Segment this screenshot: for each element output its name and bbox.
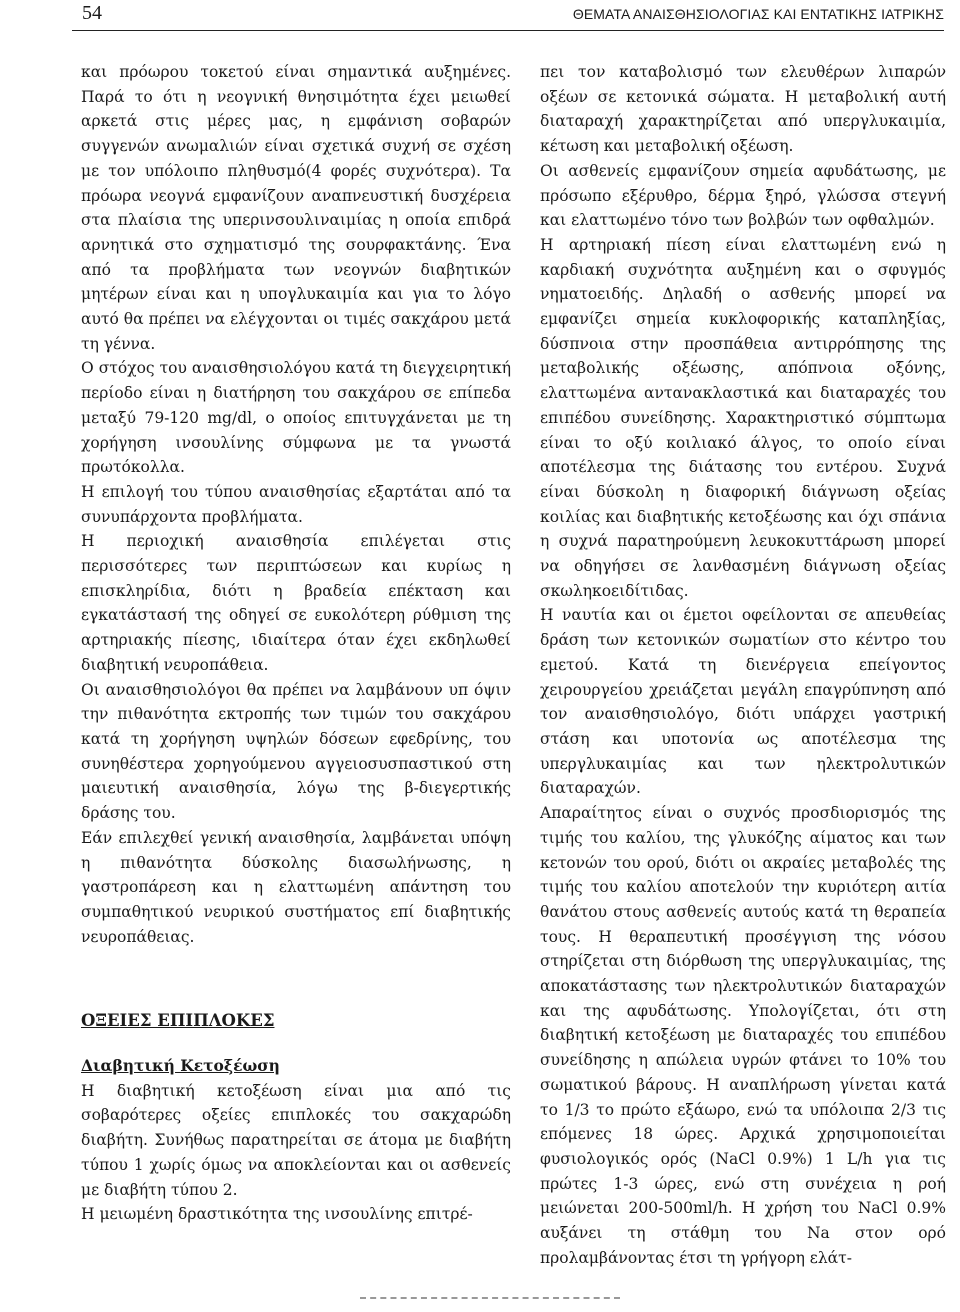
paragraph: Οι αναισθησιολόγοι θα πρέπει να λαμβάνουν υπ όψιν την πιθανότητα εκτροπής των τιμών του σακχάρου κατά τη χορήγηση υψηλών δόσεων εφεδρίνης, του συνηθέστερα χορηγούμενου αγγειοσυσπαστικού στη μαιευτική αναισθησία, λόγω της β-διεγερτικής δράσης του. <box>81 680 511 823</box>
paragraph: Η ναυτία και οι έμετοι οφείλονται σε απευθείας δράση των κετονικών σωματίων στο κέντρο του εμετού. Κατά τη διενέργεια επείγοντος χειρουργείου χρειάζεται μεγάλη επαγρύπνηση από τον αναισθησιολόγο, διότι υπάρχει γαστρική στάση και υποτονία ως αποτέλεσμα της υπεργλυκαιμίας και των ηλεκτρολυτικών διαταραχών. <box>540 606 946 798</box>
paragraph: πει τον καταβολισμό των ελευθέρων λιπαρών οξέων σε κετονικά σώματα. Η μεταβολική αυτή διαταραχή χαρακτηρίζεται από υπεργλυκαιμία, κέτωση και μεταβολική οξέωση. <box>540 63 946 156</box>
paragraph: Η διαβητική κετοξέωση είναι μια από τις σοβαρότερες οξείες επιπλοκές του σακχαρώδη διαβήτη. Συνήθως παρατηρείται σε άτομα με διαβήτη τύπου 1 χωρίς όμως να αποκλείονται και οι ασθενείς με διαβήτη τύπου 2. <box>81 1081 511 1199</box>
right-column <box>540 60 946 1270</box>
paragraph: Η μειωμένη δραστικότητα της ινσουλίνης επιτρέ- <box>81 1205 473 1224</box>
subsection-heading: Διαβητική Κετοξέωση <box>81 1056 280 1076</box>
paragraph: Ο στόχος του αναισθησιολόγου κατά τη διεγχειρητική περίοδο είναι η διατήρηση του σακχάρου σε επίπεδα μεταξύ 79-120 mg/dl, ο οποίος επιτυγχάνεται με τη χορήγηση ινσουλίνης σύμφωνα με τα γνωστά πρωτόκολλα. <box>81 359 511 477</box>
section-heading: ΟΞΕΙΕΣ ΕΠΙΠΛΟΚΕΣ <box>81 1011 275 1031</box>
page-number: 54 <box>82 2 102 24</box>
running-title: ΘΕΜΑΤΑ ΑΝΑΙΣΘΗΣΙΟΛΟΓΙΑΣ ΚΑΙ ΕΝΤΑΤΙΚΗΣ ΙΑΤΡΙΚΗΣ <box>572 6 944 22</box>
paragraph: Η επιλογή του τύπου αναισθησίας εξαρτάται από τα συνυπάρχοντα προβλήματα. <box>81 482 511 526</box>
paragraph: Η περιοχική αναισθησία επιλέγεται στις περισσότερες των περιπτώσεων και κυρίως η επισκληρίδια, διότι η βραδεία επέκταση και εγκατάστασή της οδηγεί σε ευκολότερη ρύθμιση της αρτηριακής πίεσης, ιδιαίτερα όταν έχει εκδηλωθεί διαβητική νευροπάθεια. <box>81 532 511 674</box>
paragraph: Οι ασθενείς εμφανίζουν σημεία αφυδάτωσης, με πρόσωπο εξέρυθρο, δέρμα ξηρό, γλώσσα στεγνή και ελαττωμένο τόνο των βολβών των οφθαλμών. <box>540 161 946 230</box>
paragraph: Εάν επιλεχθεί γενική αναισθησία, λαμβάνεται υπόψη η πιθανότητα δύσκολης διασωλήνωσης, η γαστροπάρεση και η ελαττωμένη απάντηση του συμπαθητικού νευρικού συστήματος επί διαβητικής νευροπάθειας. <box>81 828 511 946</box>
page-header <box>72 0 944 31</box>
paragraph: Η αρτηριακή πίεση είναι ελαττωμένη ενώ η καρδιακή συχνότητα αυξημένη και ο σφυγμός νηματοειδής. Δηλαδή ο ασθενής μπορεί να εμφανίζει σημεία κυκλοφορικής καταπληξίας, δύσπνοια στην προσπάθεια αντιρρόπησης της μεταβολικής οξέωσης, απόπνοια οξόνης, ελαττωμένα αντανακλαστικά και διαταραχές του επιπέδου συνείδησης. Χαρακτηριστικό σύμπτωμα είναι το οξύ κοιλιακό άλγος, το οποίο είναι αποτέλεσμα της διάτασης του εντέρου. Συχνά είναι δύσκολη η διαφορική διάγνωση οξείας κοιλίας και διαβητικής κετοξέωσης και όχι σπάνια η συχνά παρατηρούμενη λευκοκυττάρωση μπορεί να οδηγήσει σε λανθασμένη διάγνωση οξείας σκωληκοειδίτιδας. <box>540 235 946 600</box>
footer-divider <box>360 1297 620 1299</box>
paragraph: και πρόωρου τοκετού είναι σημαντικά αυξημένες. Παρά το ότι η νεογνική θνησιμότητα έχει μειωθεί αρκετά στις μέρες μας, η εμφάνιση σοβαρών συγγενών ανωμαλιών είναι σχετικά συχνή σε σχέση με τον υπόλοιπο πληθυσμό(4 φορές συχνότερα). Τα πρόωρα νεογνά εμφανίζουν αναπνευστική δυσχέρεια στα πλαίσια της υπερινσουλιναιμίας η οποία επιδρά αρνητικά στο σχηματισμό της σουρφακτάνης. Ένα από τα προβλήματα των νεογνών διαβητικών μητέρων είναι και η υπογλυκαιμία και για το λόγο αυτό θα πρέπει να ελέγχονται οι τιμές σακχάρου μετά τη γέννα. <box>81 63 511 353</box>
left-column <box>81 60 511 1227</box>
paragraph: Απαραίτητος είναι ο συχνός προσδιορισμός της τιμής του καλίου, της γλυκόζης αίματος και των κετονών του ορού, διότι οι ακραίες μεταβολές της τιμής του καλίου αποτελούν την κυριότερη αιτία θανάτου στους ασθενείς αυτούς κατά τη θεραπεία τους. Η θεραπευτική προσέγγιση της νόσου στηρίζεται στη διόρθωση της υπεργλυκαιμίας, της αποκατάστασης των ηλεκτρολυτικών διαταραχών και της αφυδάτωσης. Υπολογίζεται, ότι στη διαβητική κετοξέωση με διαταραχές του επιπέδου συνείδησης η απώλεια υγρών φτάνει το 10% του σωματικού βάρους. Η αναπλήρωση γίνεται κατά το 1/3 το πρώτο εξάωρο, ενώ τα υπόλοιπα 2/3 τις επόμενες 18 ώρες. Αρχικά χρησιμοποιείται φυσιολογικός ορός (NaCl 0.9%) 1 L/h για τις πρώτες 1-3 ώρες, ενώ στη συνέχεια η ροή μειώνεται 200-500ml/h. Η χρήση του NaCl 0.9% αυξάνει τη στάθμη του Na στον ορό προλαμβάνοντας έτσι τη γρήγορη ελάτ- <box>540 804 946 1267</box>
